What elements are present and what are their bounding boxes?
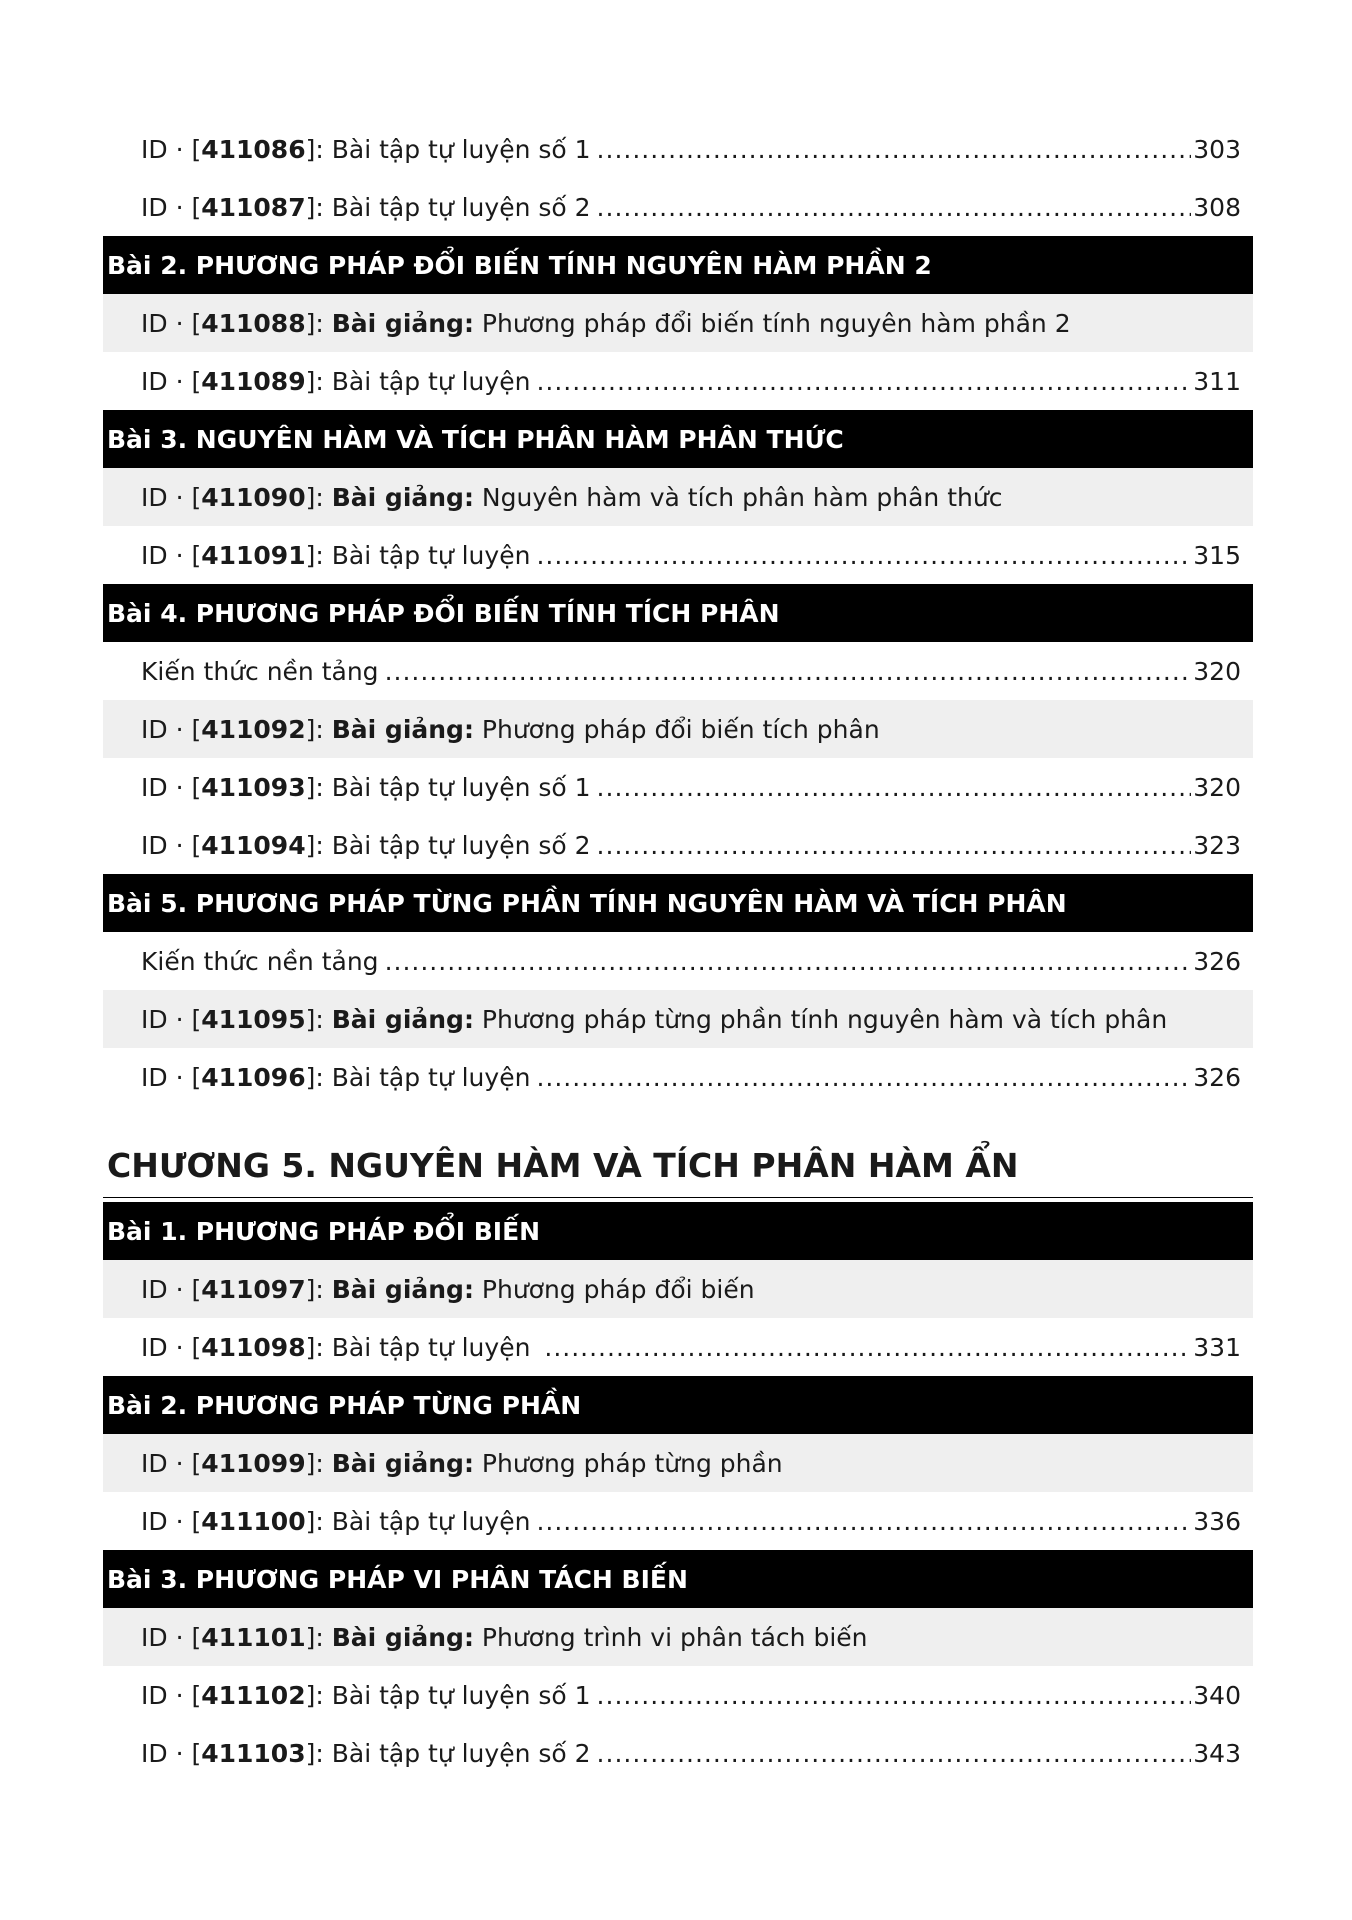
entry-id-suffix: ]: bbox=[305, 1062, 332, 1092]
entry-id-number: 411103 bbox=[201, 1738, 306, 1768]
page-number: 326 bbox=[1193, 946, 1241, 976]
lecture-keyword: Bài giảng: bbox=[331, 1622, 474, 1652]
lesson-header: Bài 3. PHƯƠNG PHÁP VI PHÂN TÁCH BIẾN bbox=[103, 1550, 1253, 1608]
page-number: 311 bbox=[1193, 366, 1241, 396]
entry-id-suffix: ]: bbox=[305, 540, 332, 570]
entry-id-suffix: ]: bbox=[305, 1622, 332, 1652]
entry-title: Bài tập tự luyện bbox=[331, 1332, 539, 1362]
entry-id-suffix: ]: bbox=[305, 482, 332, 512]
dot-leader bbox=[385, 657, 1192, 686]
entry-id-prefix: ID · [ bbox=[141, 134, 202, 164]
entry-id-prefix: ID · [ bbox=[141, 714, 202, 744]
toc-entry[interactable] bbox=[103, 1318, 1253, 1376]
entry-title: Bài tập tự luyện số 1 bbox=[331, 134, 591, 164]
entry-title: Kiến thức nền tảng bbox=[141, 946, 379, 976]
toc-entry[interactable] bbox=[103, 700, 1253, 758]
entry-label bbox=[141, 1449, 783, 1478]
dot-leader bbox=[597, 1739, 1192, 1768]
page-number: 303 bbox=[1193, 134, 1241, 164]
entry-id-number: 411102 bbox=[201, 1680, 306, 1710]
entry-title: Bài tập tự luyện số 1 bbox=[331, 1680, 591, 1710]
entry-id-prefix: ID · [ bbox=[141, 1274, 202, 1304]
entry-label bbox=[141, 831, 591, 860]
entry-id-suffix: ]: bbox=[305, 1004, 332, 1034]
entry-title: Bài tập tự luyện số 1 bbox=[331, 772, 591, 802]
dot-leader bbox=[544, 1333, 1191, 1362]
entry-label bbox=[141, 1333, 538, 1362]
page-number: 323 bbox=[1193, 830, 1241, 860]
toc-entry[interactable] bbox=[103, 526, 1253, 584]
entry-id-suffix: ]: bbox=[305, 772, 332, 802]
entry-id-suffix: ]: bbox=[305, 1332, 332, 1362]
lecture-keyword: Bài giảng: bbox=[331, 308, 474, 338]
entry-id-suffix: ]: bbox=[305, 366, 332, 396]
entry-title: Bài tập tự luyện bbox=[331, 1506, 531, 1536]
page-number: 320 bbox=[1193, 656, 1241, 686]
entry-id-number: 411095 bbox=[201, 1004, 306, 1034]
entry-id-prefix: ID · [ bbox=[141, 1004, 202, 1034]
entry-title: Bài tập tự luyện bbox=[331, 366, 531, 396]
entry-id-prefix: ID · [ bbox=[141, 308, 202, 338]
entry-id-suffix: ]: bbox=[305, 308, 332, 338]
entry-label bbox=[141, 1623, 868, 1652]
entry-title: Phương pháp từng phần bbox=[473, 1448, 783, 1478]
entry-label bbox=[141, 1739, 591, 1768]
lesson-header: Bài 1. PHƯƠNG PHÁP ĐỔI BIẾN bbox=[103, 1202, 1253, 1260]
toc-entry[interactable] bbox=[103, 1666, 1253, 1724]
dot-leader bbox=[597, 193, 1192, 222]
entry-id-number: 411093 bbox=[201, 772, 306, 802]
entry-id-number: 411099 bbox=[201, 1448, 306, 1478]
dot-leader bbox=[597, 773, 1192, 802]
entry-id-prefix: ID · [ bbox=[141, 1062, 202, 1092]
entry-label bbox=[141, 657, 379, 686]
entry-label bbox=[141, 541, 530, 570]
lecture-keyword: Bài giảng: bbox=[331, 1274, 474, 1304]
toc-entry[interactable] bbox=[103, 352, 1253, 410]
lesson-header: Bài 3. NGUYÊN HÀM VÀ TÍCH PHÂN HÀM PHÂN THỨC bbox=[103, 410, 1253, 468]
entry-title: Phương trình vi phân tách biến bbox=[473, 1622, 868, 1652]
entry-label bbox=[141, 773, 591, 802]
entry-id-suffix: ]: bbox=[305, 1680, 332, 1710]
toc-entry[interactable] bbox=[103, 932, 1253, 990]
entry-id-prefix: ID · [ bbox=[141, 366, 202, 396]
entry-id-prefix: ID · [ bbox=[141, 830, 202, 860]
lecture-keyword: Bài giảng: bbox=[331, 714, 474, 744]
entry-id-prefix: ID · [ bbox=[141, 192, 202, 222]
entry-label bbox=[141, 1507, 530, 1536]
entry-id-number: 411086 bbox=[201, 134, 306, 164]
entry-id-number: 411089 bbox=[201, 366, 306, 396]
lesson-header: Bài 2. PHƯƠNG PHÁP ĐỔI BIẾN TÍNH NGUYÊN HÀM PHẦN 2 bbox=[103, 236, 1253, 294]
entry-label bbox=[141, 715, 880, 744]
toc-entry[interactable] bbox=[103, 120, 1253, 178]
entry-title: Kiến thức nền tảng bbox=[141, 656, 379, 686]
entry-label bbox=[141, 309, 1071, 338]
entry-id-number: 411101 bbox=[201, 1622, 306, 1652]
entry-label bbox=[141, 1005, 1167, 1034]
dot-leader bbox=[385, 947, 1192, 976]
entry-title: Phương pháp đổi biến bbox=[473, 1274, 755, 1304]
entry-id-prefix: ID · [ bbox=[141, 1622, 202, 1652]
toc-entry[interactable] bbox=[103, 178, 1253, 236]
entry-id-number: 411091 bbox=[201, 540, 306, 570]
chapter-title: CHƯƠNG 5. NGUYÊN HÀM VÀ TÍCH PHÂN HÀM ẨN bbox=[103, 1106, 1253, 1198]
entry-id-prefix: ID · [ bbox=[141, 1332, 202, 1362]
entry-id-prefix: ID · [ bbox=[141, 540, 202, 570]
dot-leader bbox=[536, 541, 1191, 570]
toc-entry[interactable] bbox=[103, 642, 1253, 700]
table-of-contents bbox=[103, 120, 1253, 1782]
toc-entry[interactable] bbox=[103, 816, 1253, 874]
entry-id-number: 411097 bbox=[201, 1274, 306, 1304]
entry-title: Phương pháp từng phần tính nguyên hàm và tích phân bbox=[473, 1004, 1168, 1034]
entry-id-prefix: ID · [ bbox=[141, 772, 202, 802]
dot-leader bbox=[597, 831, 1192, 860]
lesson-header: Bài 2. PHƯƠNG PHÁP TỪNG PHẦN bbox=[103, 1376, 1253, 1434]
entry-id-suffix: ]: bbox=[305, 714, 332, 744]
page-number: 336 bbox=[1193, 1506, 1241, 1536]
entry-id-prefix: ID · [ bbox=[141, 1738, 202, 1768]
lesson-header: Bài 4. PHƯƠNG PHÁP ĐỔI BIẾN TÍNH TÍCH PHÂN bbox=[103, 584, 1253, 642]
entry-title: Phương pháp đổi biến tính nguyên hàm phần 2 bbox=[473, 308, 1071, 338]
entry-id-prefix: ID · [ bbox=[141, 1680, 202, 1710]
toc-entry[interactable] bbox=[103, 1608, 1253, 1666]
entry-label bbox=[141, 135, 591, 164]
page-number: 343 bbox=[1193, 1738, 1241, 1768]
toc-entry[interactable] bbox=[103, 1260, 1253, 1318]
dot-leader bbox=[536, 1507, 1191, 1536]
toc-entry[interactable] bbox=[103, 1434, 1253, 1492]
toc-entry[interactable] bbox=[103, 990, 1253, 1048]
entry-label bbox=[141, 1275, 755, 1304]
entry-label bbox=[141, 193, 591, 222]
lecture-keyword: Bài giảng: bbox=[331, 1004, 474, 1034]
entry-id-prefix: ID · [ bbox=[141, 1506, 202, 1536]
entry-id-number: 411088 bbox=[201, 308, 306, 338]
entry-id-number: 411087 bbox=[201, 192, 306, 222]
toc-entry[interactable] bbox=[103, 468, 1253, 526]
lecture-keyword: Bài giảng: bbox=[331, 1448, 474, 1478]
entry-id-suffix: ]: bbox=[305, 830, 332, 860]
entry-id-suffix: ]: bbox=[305, 192, 332, 222]
entry-title: Bài tập tự luyện bbox=[331, 1062, 531, 1092]
entry-title: Phương pháp đổi biến tích phân bbox=[473, 714, 880, 744]
entry-label bbox=[141, 947, 379, 976]
dot-leader bbox=[536, 367, 1191, 396]
entry-id-number: 411098 bbox=[201, 1332, 306, 1362]
entry-id-prefix: ID · [ bbox=[141, 1448, 202, 1478]
page-number: 320 bbox=[1193, 772, 1241, 802]
entry-id-number: 411090 bbox=[201, 482, 306, 512]
dot-leader bbox=[536, 1063, 1191, 1092]
entry-title: Nguyên hàm và tích phân hàm phân thức bbox=[473, 482, 1003, 512]
entry-label bbox=[141, 367, 530, 396]
entry-label bbox=[141, 483, 1002, 512]
entry-label bbox=[141, 1063, 530, 1092]
page-number: 340 bbox=[1193, 1680, 1241, 1710]
entry-id-number: 411096 bbox=[201, 1062, 306, 1092]
entry-id-number: 411100 bbox=[201, 1506, 306, 1536]
page-number: 308 bbox=[1193, 192, 1241, 222]
dot-leader bbox=[597, 1681, 1192, 1710]
toc-entry[interactable] bbox=[103, 758, 1253, 816]
toc-entry[interactable] bbox=[103, 1492, 1253, 1550]
entry-id-suffix: ]: bbox=[305, 1506, 332, 1536]
entry-label bbox=[141, 1681, 591, 1710]
page-number: 315 bbox=[1193, 540, 1241, 570]
entry-id-number: 411092 bbox=[201, 714, 306, 744]
entry-id-suffix: ]: bbox=[305, 1274, 332, 1304]
entry-id-number: 411094 bbox=[201, 830, 306, 860]
entry-id-suffix: ]: bbox=[305, 1738, 332, 1768]
entry-id-prefix: ID · [ bbox=[141, 482, 202, 512]
entry-title: Bài tập tự luyện bbox=[331, 540, 531, 570]
entry-id-suffix: ]: bbox=[305, 134, 332, 164]
entry-id-suffix: ]: bbox=[305, 1448, 332, 1478]
toc-entry[interactable] bbox=[103, 294, 1253, 352]
entry-title: Bài tập tự luyện số 2 bbox=[331, 1738, 591, 1768]
entry-title: Bài tập tự luyện số 2 bbox=[331, 192, 591, 222]
page-number: 326 bbox=[1193, 1062, 1241, 1092]
page-number: 331 bbox=[1193, 1332, 1241, 1362]
dot-leader bbox=[597, 135, 1192, 164]
entry-title: Bài tập tự luyện số 2 bbox=[331, 830, 591, 860]
toc-entry[interactable] bbox=[103, 1724, 1253, 1782]
lesson-header: Bài 5. PHƯƠNG PHÁP TỪNG PHẦN TÍNH NGUYÊN HÀM VÀ TÍCH PHÂN bbox=[103, 874, 1253, 932]
lecture-keyword: Bài giảng: bbox=[331, 482, 474, 512]
toc-entry[interactable] bbox=[103, 1048, 1253, 1106]
